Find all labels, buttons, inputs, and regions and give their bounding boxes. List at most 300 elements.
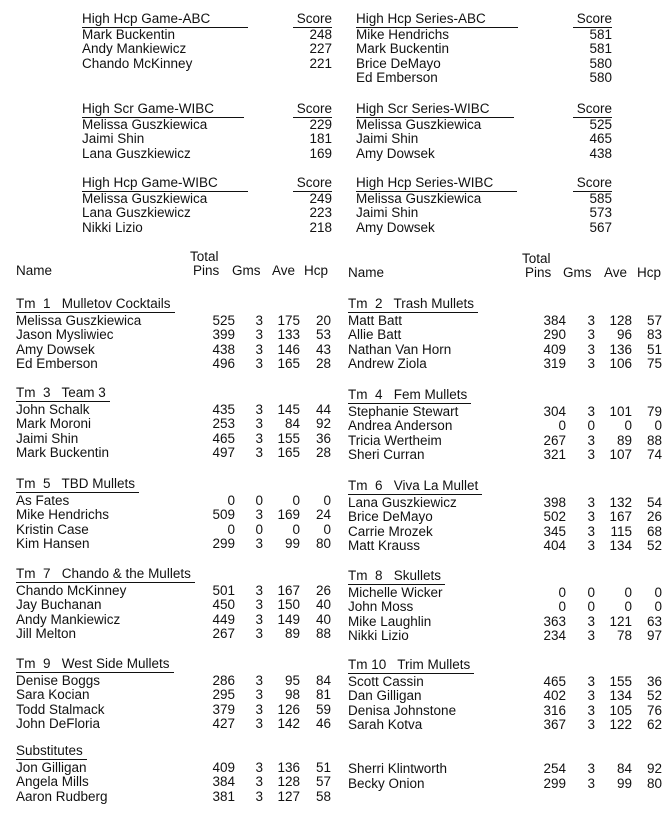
pins: 316 bbox=[543, 702, 566, 718]
score-label: Score bbox=[293, 12, 332, 28]
player-name: Denise Boggs bbox=[16, 672, 101, 688]
handicap: 81 bbox=[315, 687, 331, 703]
player-name: Andrea Anderson bbox=[348, 418, 453, 434]
pins: 290 bbox=[543, 327, 566, 343]
average: 134 bbox=[609, 538, 632, 554]
player-name: Jaimi Shin bbox=[356, 131, 419, 147]
pins: 0 bbox=[227, 521, 235, 537]
table-row bbox=[348, 615, 668, 630]
team-block bbox=[348, 479, 668, 554]
team-title: Tm 4 Fem Mullets bbox=[348, 388, 471, 404]
list-item bbox=[82, 118, 332, 133]
games: 0 bbox=[255, 521, 263, 537]
average: 155 bbox=[277, 430, 300, 446]
pins: 449 bbox=[212, 611, 235, 627]
highlight-high-hcp-game-abc bbox=[82, 12, 332, 71]
table-row bbox=[16, 674, 336, 689]
table-row bbox=[348, 496, 668, 511]
table-row bbox=[348, 600, 668, 615]
table-row bbox=[16, 761, 336, 776]
handicap: 36 bbox=[315, 430, 331, 446]
table-row bbox=[16, 688, 336, 703]
handicap: 40 bbox=[315, 597, 331, 613]
average: 134 bbox=[609, 688, 632, 704]
score: 181 bbox=[309, 131, 332, 147]
player-name: Amy Dowsek bbox=[16, 341, 95, 357]
score-label: Score bbox=[293, 176, 332, 192]
player-name: Nathan Van Horn bbox=[348, 341, 452, 357]
player-name: Mike Hendrichs bbox=[356, 26, 450, 42]
handicap: 51 bbox=[315, 759, 331, 775]
list-item bbox=[356, 132, 612, 147]
games: 3 bbox=[255, 312, 263, 328]
handicap: 57 bbox=[315, 774, 331, 790]
games: 3 bbox=[255, 507, 263, 523]
player-name: Jason Mysliwiec bbox=[16, 327, 114, 343]
list-item bbox=[356, 57, 612, 72]
player-name: Mark Buckentin bbox=[356, 41, 450, 57]
team-title: Tm 7 Chando & the Mullets bbox=[16, 567, 195, 583]
header-hcp: Hcp bbox=[637, 265, 662, 280]
games: 3 bbox=[255, 327, 263, 343]
player-name: Lana Guszkiewicz bbox=[82, 145, 191, 161]
player-name: Kim Hansen bbox=[16, 536, 90, 552]
handicap: 28 bbox=[315, 356, 331, 372]
pins: 379 bbox=[212, 701, 235, 717]
average: 128 bbox=[609, 312, 632, 328]
pins: 295 bbox=[212, 687, 235, 703]
player-name: Lana Guszkiewicz bbox=[82, 205, 191, 221]
player-name: Allie Batt bbox=[348, 327, 402, 343]
player-name: Jon Gilligan bbox=[16, 759, 87, 775]
games: 3 bbox=[255, 687, 263, 703]
list-item bbox=[82, 28, 332, 43]
average: 175 bbox=[277, 312, 300, 328]
team-title: Tm 6 Viva La Mullet bbox=[348, 479, 482, 495]
player-name: Chando McKinney bbox=[82, 55, 193, 71]
team-block bbox=[16, 386, 336, 461]
team-block bbox=[348, 762, 668, 791]
team-title: Tm 9 West Side Mullets bbox=[16, 657, 174, 673]
average: 0 bbox=[624, 418, 632, 434]
player-name: Kristin Case bbox=[16, 521, 89, 537]
average: 126 bbox=[277, 701, 300, 717]
player-name: Chando McKinney bbox=[16, 582, 127, 598]
player-name: Aaron Rudberg bbox=[16, 788, 108, 804]
pins: 345 bbox=[543, 523, 566, 539]
table-row bbox=[348, 328, 668, 343]
player-name: John Schalk bbox=[16, 401, 90, 417]
games: 3 bbox=[255, 774, 263, 790]
highlight-high-hcp-game-wibc bbox=[82, 176, 332, 235]
games: 3 bbox=[255, 672, 263, 688]
pins: 0 bbox=[558, 599, 566, 615]
team-block bbox=[16, 477, 336, 552]
player-name: Mark Buckentin bbox=[82, 26, 176, 42]
average: 107 bbox=[609, 447, 632, 463]
list-item bbox=[356, 71, 612, 86]
average: 78 bbox=[616, 628, 632, 644]
handicap: 76 bbox=[646, 702, 662, 718]
pins: 267 bbox=[212, 626, 235, 642]
score-label: Score bbox=[573, 176, 612, 192]
score: 223 bbox=[309, 205, 332, 221]
list-item bbox=[82, 57, 332, 72]
handicap: 44 bbox=[315, 401, 331, 417]
pins: 402 bbox=[543, 688, 566, 704]
team-title: Tm 1 Mulletov Cocktails bbox=[16, 297, 175, 313]
pins: 435 bbox=[212, 401, 235, 417]
games: 3 bbox=[587, 494, 595, 510]
table-row bbox=[16, 717, 336, 732]
handicap: 88 bbox=[315, 626, 331, 642]
list-item bbox=[356, 147, 612, 162]
list-item bbox=[356, 118, 612, 133]
highlight-title: High Hcp Game-ABC bbox=[82, 12, 248, 28]
games: 3 bbox=[587, 702, 595, 718]
player-name: Amy Dowsek bbox=[356, 145, 435, 161]
pins: 409 bbox=[543, 341, 566, 357]
player-name: Melissa Guszkiewica bbox=[82, 190, 208, 206]
list-item bbox=[356, 221, 612, 236]
player-name: Jay Buchanan bbox=[16, 597, 102, 613]
average: 132 bbox=[609, 494, 632, 510]
team-block bbox=[348, 658, 668, 733]
header-total: Total bbox=[190, 249, 219, 264]
games: 3 bbox=[587, 341, 595, 357]
player-name: Becky Onion bbox=[348, 775, 425, 791]
average: 133 bbox=[277, 327, 300, 343]
player-name: John DeFloria bbox=[16, 716, 101, 732]
score: 229 bbox=[309, 116, 332, 132]
games: 3 bbox=[255, 430, 263, 446]
header-total: Total bbox=[522, 251, 551, 266]
pins: 267 bbox=[543, 432, 566, 448]
table-row bbox=[348, 419, 668, 434]
table-row bbox=[348, 586, 668, 601]
header-pins: Pins bbox=[525, 265, 552, 280]
highlight-title: High Hcp Series-ABC bbox=[356, 12, 518, 28]
average: 165 bbox=[277, 356, 300, 372]
handicap: 36 bbox=[646, 673, 662, 689]
games: 3 bbox=[587, 673, 595, 689]
table-row bbox=[16, 584, 336, 599]
pins: 304 bbox=[543, 403, 566, 419]
pins: 398 bbox=[543, 494, 566, 510]
player-name: Ed Emberson bbox=[16, 356, 98, 372]
handicap: 79 bbox=[646, 403, 662, 419]
score-label: Score bbox=[573, 102, 612, 118]
player-name: Brice DeMayo bbox=[356, 55, 441, 71]
games: 0 bbox=[587, 584, 595, 600]
list-item bbox=[82, 147, 332, 162]
pins: 234 bbox=[543, 628, 566, 644]
games: 3 bbox=[255, 445, 263, 461]
table-row bbox=[16, 790, 336, 805]
table-row bbox=[348, 405, 668, 420]
list-item bbox=[356, 28, 612, 43]
score: 581 bbox=[589, 41, 612, 57]
player-name: John Moss bbox=[348, 599, 414, 615]
player-name: Sheri Curran bbox=[348, 447, 425, 463]
score: 580 bbox=[589, 55, 612, 71]
team-block bbox=[16, 744, 336, 804]
team-block bbox=[16, 297, 336, 372]
games: 3 bbox=[255, 416, 263, 432]
team-block bbox=[348, 388, 668, 463]
handicap: 53 bbox=[315, 327, 331, 343]
games: 3 bbox=[587, 447, 595, 463]
list-item bbox=[356, 192, 612, 207]
header-gms: Gms bbox=[563, 265, 592, 280]
table-row bbox=[16, 446, 336, 461]
pins: 404 bbox=[543, 538, 566, 554]
table-row bbox=[16, 537, 336, 552]
average: 169 bbox=[277, 507, 300, 523]
highlight-high-hcp-series-wibc bbox=[356, 176, 612, 235]
pins: 321 bbox=[543, 447, 566, 463]
table-row bbox=[348, 448, 668, 463]
player-name: As Fates bbox=[16, 492, 70, 508]
list-item bbox=[82, 206, 332, 221]
player-name: Andy Mankiewicz bbox=[82, 41, 187, 57]
team-title: Tm 3 Team 3 bbox=[16, 386, 110, 402]
score: 249 bbox=[309, 190, 332, 206]
player-name: Melissa Guszkiewica bbox=[16, 312, 142, 328]
table-row bbox=[348, 434, 668, 449]
pins: 0 bbox=[227, 492, 235, 508]
average: 89 bbox=[616, 432, 632, 448]
team-block bbox=[16, 657, 336, 732]
player-name: Nikki Lizio bbox=[82, 219, 143, 235]
average: 101 bbox=[609, 403, 632, 419]
highlight-high-hcp-series-abc bbox=[356, 12, 612, 86]
pins: 0 bbox=[558, 584, 566, 600]
header-ave: Ave bbox=[604, 265, 628, 280]
pins: 0 bbox=[558, 418, 566, 434]
highlight-title: High Scr Series-WIBC bbox=[356, 102, 514, 118]
handicap: 40 bbox=[315, 611, 331, 627]
list-item bbox=[82, 221, 332, 236]
table-row bbox=[16, 328, 336, 343]
average: 95 bbox=[284, 672, 300, 688]
score-label: Score bbox=[293, 102, 332, 118]
player-name: Andy Mankiewicz bbox=[16, 611, 121, 627]
handicap: 88 bbox=[646, 432, 662, 448]
player-name: Tricia Wertheim bbox=[348, 432, 442, 448]
pins: 363 bbox=[543, 613, 566, 629]
header-gms: Gms bbox=[232, 263, 261, 278]
table-row bbox=[348, 510, 668, 525]
games: 3 bbox=[587, 327, 595, 343]
table-row bbox=[16, 403, 336, 418]
average: 167 bbox=[277, 582, 300, 598]
player-name: Sara Kocian bbox=[16, 687, 90, 703]
games: 3 bbox=[587, 717, 595, 733]
games: 3 bbox=[587, 538, 595, 554]
games: 3 bbox=[255, 341, 263, 357]
player-name: Matt Krauss bbox=[348, 538, 421, 554]
player-name: Amy Dowsek bbox=[356, 219, 435, 235]
header-ave: Ave bbox=[272, 263, 296, 278]
average: 0 bbox=[292, 521, 300, 537]
player-name: Angela Mills bbox=[16, 774, 89, 790]
player-name: Jill Melton bbox=[16, 626, 77, 642]
pins: 319 bbox=[543, 356, 566, 372]
handicap: 54 bbox=[646, 494, 662, 510]
player-name: Mike Laughlin bbox=[348, 613, 432, 629]
player-name: Brice DeMayo bbox=[348, 509, 433, 525]
pins: 384 bbox=[212, 774, 235, 790]
handicap: 52 bbox=[646, 538, 662, 554]
games: 3 bbox=[587, 775, 595, 791]
games: 3 bbox=[255, 759, 263, 775]
average: 150 bbox=[277, 597, 300, 613]
average: 0 bbox=[292, 492, 300, 508]
handicap: 75 bbox=[646, 356, 662, 372]
games: 3 bbox=[255, 788, 263, 804]
table-row bbox=[16, 508, 336, 523]
handicap: 43 bbox=[315, 341, 331, 357]
list-item bbox=[356, 206, 612, 221]
handicap: 57 bbox=[646, 312, 662, 328]
score: 169 bbox=[309, 145, 332, 161]
games: 3 bbox=[255, 597, 263, 613]
pins: 525 bbox=[212, 312, 235, 328]
average: 115 bbox=[610, 523, 632, 539]
games: 3 bbox=[587, 509, 595, 525]
average: 127 bbox=[277, 788, 300, 804]
score: 581 bbox=[589, 26, 612, 42]
player-name: Matt Batt bbox=[348, 312, 403, 328]
handicap: 0 bbox=[654, 584, 662, 600]
average: 136 bbox=[609, 341, 632, 357]
highlight-high-scr-game-wibc bbox=[82, 102, 332, 161]
pins: 427 bbox=[212, 716, 235, 732]
games: 3 bbox=[255, 536, 263, 552]
pins: 438 bbox=[212, 341, 235, 357]
average: 122 bbox=[609, 717, 632, 733]
average: 149 bbox=[277, 611, 300, 627]
team-title: Tm 2 Trash Mullets bbox=[348, 297, 478, 313]
games: 3 bbox=[587, 523, 595, 539]
pins: 299 bbox=[212, 536, 235, 552]
score: 465 bbox=[589, 131, 612, 147]
handicap: 26 bbox=[315, 582, 331, 598]
table-row bbox=[348, 357, 668, 372]
score: 525 bbox=[589, 116, 612, 132]
pins: 399 bbox=[212, 327, 235, 343]
games: 3 bbox=[255, 716, 263, 732]
table-row bbox=[348, 343, 668, 358]
player-name: Mark Moroni bbox=[16, 416, 92, 432]
team-title: Tm 10 Trim Mullets bbox=[348, 658, 474, 674]
handicap: 63 bbox=[646, 613, 662, 629]
list-item bbox=[356, 42, 612, 57]
player-name: Ed Emberson bbox=[356, 70, 438, 86]
table-row bbox=[16, 703, 336, 718]
games: 3 bbox=[587, 761, 595, 776]
average: 105 bbox=[609, 702, 632, 718]
table-row bbox=[348, 525, 668, 540]
table-row bbox=[16, 314, 336, 329]
highlight-title: High Hcp Game-WIBC bbox=[82, 176, 248, 192]
average: 84 bbox=[616, 761, 632, 776]
highlight-title: High Scr Game-WIBC bbox=[82, 102, 244, 118]
pins: 496 bbox=[212, 356, 235, 372]
average: 167 bbox=[609, 509, 632, 525]
average: 136 bbox=[277, 759, 300, 775]
list-item bbox=[82, 42, 332, 57]
average: 0 bbox=[624, 584, 632, 600]
highlight-title: High Hcp Series-WIBC bbox=[356, 176, 517, 192]
average: 98 bbox=[284, 687, 300, 703]
pins: 367 bbox=[543, 717, 566, 733]
pins: 501 bbox=[212, 582, 235, 598]
pins: 450 bbox=[212, 597, 235, 613]
handicap: 83 bbox=[646, 327, 662, 343]
table-row bbox=[16, 417, 336, 432]
average: 89 bbox=[284, 626, 300, 642]
table-row bbox=[16, 343, 336, 358]
pins: 409 bbox=[212, 759, 235, 775]
score: 580 bbox=[589, 70, 612, 86]
list-item bbox=[82, 132, 332, 147]
pins: 384 bbox=[543, 312, 566, 328]
pins: 381 bbox=[212, 788, 235, 804]
handicap: 74 bbox=[646, 447, 662, 463]
player-name: Jaimi Shin bbox=[82, 131, 145, 147]
score: 248 bbox=[309, 26, 332, 42]
table-row bbox=[16, 494, 336, 509]
games: 3 bbox=[255, 582, 263, 598]
table-row bbox=[16, 432, 336, 447]
average: 106 bbox=[609, 356, 632, 372]
pins: 502 bbox=[543, 509, 566, 525]
games: 3 bbox=[587, 613, 595, 629]
pins: 465 bbox=[543, 673, 566, 689]
handicap: 92 bbox=[315, 416, 331, 432]
games: 3 bbox=[587, 688, 595, 704]
list-item bbox=[82, 192, 332, 207]
table-row bbox=[16, 613, 336, 628]
handicap: 80 bbox=[315, 536, 331, 552]
table-row bbox=[348, 777, 668, 792]
table-row bbox=[16, 598, 336, 613]
pins: 509 bbox=[212, 507, 235, 523]
team-title: Tm 5 TBD Mullets bbox=[16, 477, 139, 493]
header-name: Name bbox=[348, 265, 385, 280]
average: 146 bbox=[277, 341, 300, 357]
team-block bbox=[16, 567, 336, 642]
header-name: Name bbox=[16, 263, 53, 278]
average: 99 bbox=[284, 536, 300, 552]
games: 3 bbox=[587, 403, 595, 419]
handicap: 0 bbox=[323, 492, 331, 508]
pins: 497 bbox=[212, 445, 235, 461]
score: 227 bbox=[309, 41, 332, 57]
handicap: 0 bbox=[654, 599, 662, 615]
handicap: 20 bbox=[315, 312, 331, 328]
player-name: Nikki Lizio bbox=[348, 628, 409, 644]
handicap: 97 bbox=[646, 628, 662, 644]
highlight-high-scr-series-wibc bbox=[356, 102, 612, 161]
header-hcp: Hcp bbox=[304, 263, 329, 278]
average: 155 bbox=[609, 673, 632, 689]
games: 3 bbox=[587, 312, 595, 328]
player-name: Dan Gilligan bbox=[348, 688, 422, 704]
handicap: 26 bbox=[646, 509, 662, 525]
